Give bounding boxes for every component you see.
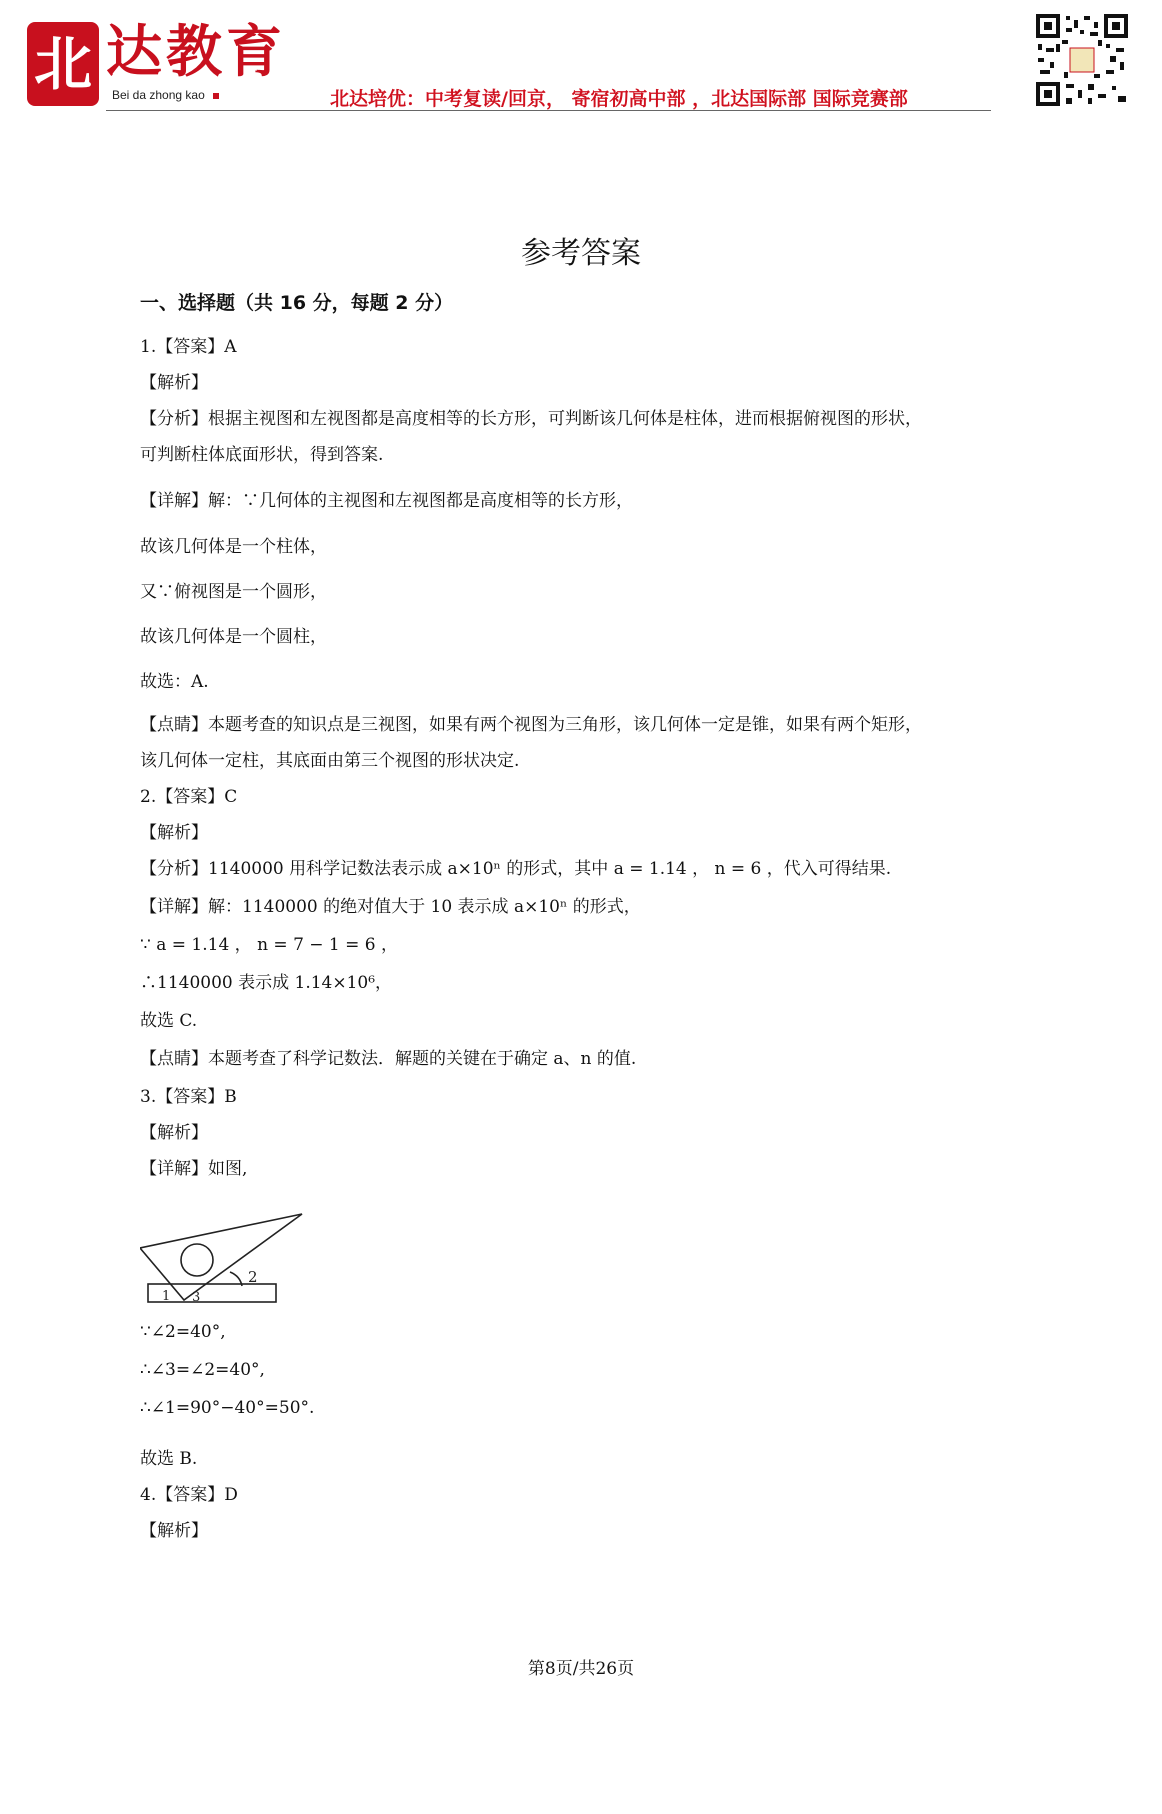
circle-shape xyxy=(181,1244,213,1276)
text-line: 【详解】解：∵几何体的主视图和左视图都是高度相等的长方形， xyxy=(140,491,633,511)
text-line: 【分析】1140000 用科学记数法表示成 a×10ⁿ 的形式，其中 a = 1.14 ， n = 6 ，代入可得结果. xyxy=(140,859,892,879)
text-line: ∵ a = 1.14 ， n = 7 − 1 = 6 ， xyxy=(140,935,399,955)
text-line: 1.【答案】A xyxy=(140,337,237,357)
text-line: 【解析】 xyxy=(140,373,208,393)
text-line: 故该几何体是一个柱体， xyxy=(140,537,327,557)
geometry-figure xyxy=(140,1210,315,1310)
text-line: 故选 C. xyxy=(140,1011,198,1031)
logo-icon: 北 xyxy=(27,22,99,106)
text-line: 又∵俯视图是一个圆形， xyxy=(140,582,327,602)
triangle-ruler xyxy=(140,1214,302,1300)
header-slogan: 北达培优：中考复读/回京， 寄宿初高中部 ，北达国际部 国际竞赛部 xyxy=(330,88,908,110)
text-line: 故该几何体是一个圆柱， xyxy=(140,627,327,647)
text-line: 4.【答案】D xyxy=(140,1485,238,1505)
text-line: ∵∠2=40°, xyxy=(140,1322,226,1342)
text-line: 【解析】 xyxy=(140,1521,208,1541)
logo-name: 达教育 xyxy=(106,19,286,85)
angle-label-1: 1 xyxy=(162,1289,171,1304)
angle-label-3: 3 xyxy=(192,1290,201,1305)
text-line: ∴∠3=∠2=40°, xyxy=(140,1360,265,1380)
text-line: ∴∠1=90°−40°=50°. xyxy=(140,1398,315,1418)
text-line: 【解析】 xyxy=(140,1123,208,1143)
page-footer: 第8页/共26页 xyxy=(527,1659,635,1679)
text-line: 该几何体一定柱，其底面由第三个视图的形状决定. xyxy=(140,751,520,771)
text-line: 【分析】根据主视图和左视图都是高度相等的长方形，可判断该几何体是柱体，进而根据俯视图的形状， xyxy=(140,409,922,429)
qr-code-icon xyxy=(1036,14,1128,106)
text-line: 故选 B. xyxy=(140,1449,198,1469)
text-line: 【解析】 xyxy=(140,823,208,843)
text-line: 故选：A. xyxy=(140,672,209,692)
text-line: 3.【答案】B xyxy=(140,1087,237,1107)
page-header xyxy=(0,0,1162,120)
text-line: 2.【答案】C xyxy=(140,787,238,807)
text-line: 【点睛】本题考查了科学记数法．解题的关键在于确定 a、n 的值. xyxy=(140,1049,637,1069)
text-line: 【详解】如图, xyxy=(140,1159,248,1179)
section-heading: 一、选择题（共 16 分，每题 2 分） xyxy=(140,292,454,314)
text-line: 可判断柱体底面形状，得到答案. xyxy=(140,445,384,465)
text-line: 【详解】解：1140000 的绝对值大于 10 表示成 a×10ⁿ 的形式， xyxy=(140,897,641,917)
logo-pinyin: Bei da zhong kao xyxy=(112,88,219,102)
angle-label-2: 2 xyxy=(248,1268,258,1286)
page-title: 参考答案 xyxy=(521,236,641,271)
header-divider xyxy=(106,110,991,111)
text-line: 【点睛】本题考查的知识点是三视图，如果有两个视图为三角形，该几何体一定是锥，如果有两个矩形， xyxy=(140,715,922,735)
text-line: ∴1140000 表示成 1.14×10⁶， xyxy=(140,973,393,993)
